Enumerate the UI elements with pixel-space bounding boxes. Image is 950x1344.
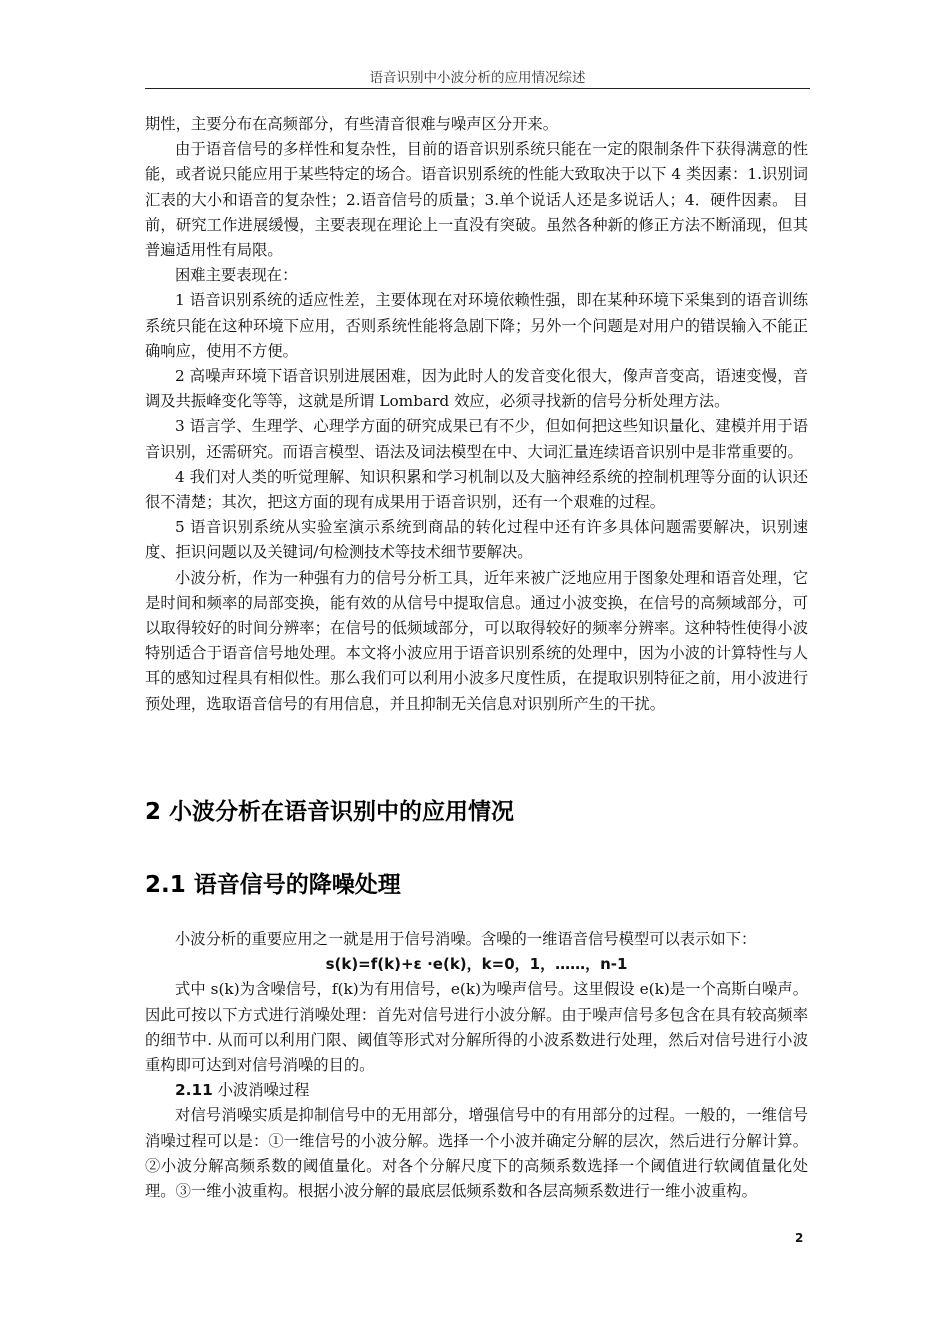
paragraph-difficulties-intro: 困难主要表现在： — [175, 266, 298, 285]
paragraph-denoise-intro: 小波分析的重要应用之一就是用于信号消噪。含噪的一维语音信号模型可以表示如下： — [175, 930, 757, 948]
difficulty-item-5: 5 语音识别系统从实验室演示系统到商品的转化过程中还有许多具体问题需要解决，识别速度、拒识问题以及关键词/句检测技术等技术细节要解决。 — [145, 518, 808, 562]
difficulty-item-1: 1 语音识别系统的适应性差，主要体现在对环境依赖性强，即在某种环境下采集到的语音训练系统只能在这种环境下应用，否则系统性能将急剧下降；另外一个问题是对用户的错误输入不能正确响应，使用不方便。 — [145, 291, 808, 360]
subsection-heading-2-11 — [145, 1078, 808, 1103]
body-text — [145, 112, 808, 717]
paragraph-denoise-process: 对信号消噪实质是抑制信号中的无用部分，增强信号中的有用部分的过程。一般的，一维信号消噪过程可以是：①一维信号的小波分解。选择一个小波并确定分解的层次，然后进行分解计算。②小波分解高频系数的阈值量化。对各个分解尺度下的高频系数选择一个阈值进行软阈值量化处理。③一维小波重构。根据小波分解的最底层低频系数和各层高频系数进行一维小波重构。 — [145, 1106, 808, 1201]
section-heading-2-1: 2.1 语音信号的降噪处理 — [145, 872, 401, 898]
paragraph-performance-factors: 由于语音信号的多样性和复杂性，目前的语音识别系统只能在一定的限制条件下获得满意的性能，或者说只能应用于某些特定的场合。语音识别系统的性能大致取决于以下 4 类因素：1.识别词汇表的大小和语音的复杂性；2.语音信号的质量；3.单个说话人还是多说话人；4．硬件因素。 目前，研究工作进展缓慢，主要表现在理论上一直没有突破。虽然各种新的修正方法不断涌现，但其普遍适用性有局限。 — [145, 140, 808, 260]
signal-model-formula: s(k)=f(k)+ε ·e(k)，k=0，1，……，n-1 — [325, 955, 628, 974]
difficulty-item-3: 3 语言学、生理学、心理学方面的研究成果已有不少，但如何把这些知识量化、建模并用于语音识别，还需研究。而语言模型、语法及词法模型在中、大词汇量连续语音识别中是非常重要的。 — [145, 417, 808, 461]
paragraph-formula-explanation: 式中 s(k)为含噪信号，f(k)为有用信号，e(k)为噪声信号。这里假设 e(k)是一个高斯白噪声。因此可按以下方式进行消噪处理：首先对信号进行小波分解。由于噪声信号多包含在具有较高频率的细节中. 从而可以利用门限、阈值等形式对分解所得的小波系数进行处理，然后对信号进行小波重构即可达到对信号消噪的目的。 — [145, 980, 808, 1075]
subsection-number: 2.11 — [175, 1081, 213, 1100]
paragraph-continuation: 期性，主要分布在高频部分，有些清音很难与噪声区分开来。 — [145, 115, 559, 133]
difficulty-item-2: 2 高噪声环境下语音识别进展困难，因为此时人的发音变化很大，像声音变高，语速变慢，音调及共振峰变化等等，这就是所谓 Lombard 效应，必须寻找新的信号分析处理方法。 — [145, 367, 808, 411]
section-heading-2: 2 小波分析在语音识别中的应用情况 — [145, 799, 515, 825]
subsection-title: 小波消噪过程 — [217, 1081, 310, 1100]
section-2-1-body — [145, 927, 808, 1204]
header-divider — [145, 88, 810, 89]
page-number: 2 — [795, 1231, 804, 1245]
difficulty-item-4: 4 我们对人类的听觉理解、知识积累和学习机制以及大脑神经系统的控制机理等分面的认识还很不清楚；其次，把这方面的现有成果用于语音识别，还有一个艰难的过程。 — [145, 467, 808, 512]
running-header: 语音识别中小波分析的应用情况综述 — [369, 70, 586, 86]
paragraph-wavelet-overview: 小波分析，作为一种强有力的信号分析工具，近年来被广泛地应用于图象处理和语音处理，它是时间和频率的局部变换，能有效的从信号中提取信息。通过小波变换，在信号的高频域部分，可以取得较好的时间分辨率；在信号的低频域部分，可以取得较好的频率分辨率。这种特性使得小波特别适合于语音信号地处理。本文将小波应用于语音识别系统的处理中，因为小波的计算特性与人耳的感知过程具有相似性。那么我们可以利用小波多尺度性质，在提取识别特征之前，用小波进行预处理，选取语音信号的有用信息，并且抑制无关信息对识别所产生的干扰。 — [145, 568, 808, 713]
